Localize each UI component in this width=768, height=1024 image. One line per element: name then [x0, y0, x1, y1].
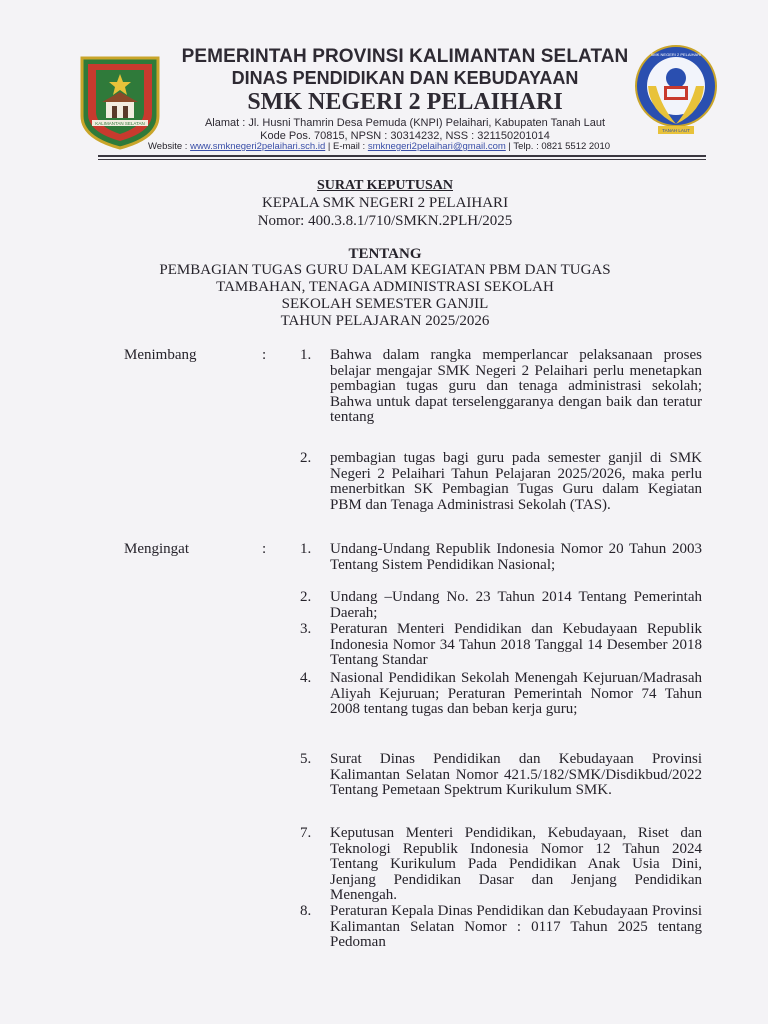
about-heading: TENTANG — [348, 246, 422, 262]
mengingat-item — [300, 622, 702, 669]
item-number: 2. — [300, 450, 312, 466]
about-line: SEKOLAH SEMESTER GANJIL — [281, 296, 489, 312]
item-text: Surat Dinas Pendidikan dan Kebudayaan Provinsi Kalimantan Selatan Nomor 421.5/182/SMK/Disdikbud/2022 Tentang Pemetaan Spektrum Kurikulum SMK. — [330, 751, 702, 798]
decree-number: Nomor: 400.3.8.1/710/SMKN.2PLH/2025 — [257, 213, 513, 229]
item-number: 1. — [300, 541, 312, 557]
provincial-emblem-icon — [78, 54, 162, 150]
about-block — [150, 262, 620, 330]
mengingat-item — [300, 826, 702, 904]
item-text: Nasional Pendidikan Sekolah Menengah Kejuruan/Madrasah Aliyah Kejuruan; Peraturan Pemerintah Nomor 74 Tahun 2008 tentang tugas dan beban kerja guru; — [330, 670, 702, 717]
item-number: 8. — [300, 903, 312, 919]
letterhead-divider-thin — [98, 159, 706, 160]
svg-text:KALIMANTAN SELATAN: KALIMANTAN SELATAN — [95, 121, 145, 126]
item-text: pembagian tugas bagi guru pada semester ganjil di SMK Negeri 2 Pelaihari Tahun Pelajaran 2025/2026, maka perlu menerbitkan SK Pembagian Tugas Guru dalam Kegiatan PBM dan Tenaga Administrasi Sekolah (TAS). — [330, 450, 702, 513]
mengingat-item — [300, 590, 702, 621]
postal-line: Kode Pos. 70815, NPSN : 30314232, NSS : 321150201014 — [260, 130, 550, 142]
email-label: | E-mail : — [325, 141, 368, 152]
menimbang-label: Menimbang — [124, 347, 197, 363]
about-line: PEMBAGIAN TUGAS GURU DALAM KEGIATAN PBM DAN TUGAS — [159, 262, 611, 278]
item-number: 5. — [300, 751, 312, 767]
contact-line — [148, 141, 668, 152]
mengingat-item — [300, 542, 702, 573]
item-number: 3. — [300, 621, 312, 637]
item-text: Peraturan Kepala Dinas Pendidikan dan Kebudayaan Provinsi Kalimantan Selatan Nomor : 0117 Tahun 2025 tentang Pedoman — [330, 903, 702, 950]
item-text: Peraturan Menteri Pendidikan dan Kebudayaan Republik Indonesia Nomor 34 Tahun 2018 Tanggal 14 Desember 2018 Tentang Standar — [330, 621, 702, 668]
mengingat-item — [300, 752, 702, 799]
about-line: TAMBAHAN, TENAGA ADMINISTRASI SEKOLAH — [216, 279, 554, 295]
mengingat-colon: : — [262, 541, 267, 557]
menimbang-item — [300, 451, 702, 513]
item-number: 1. — [300, 347, 312, 363]
email-link[interactable]: smknegeri2pelaihari@gmail.com — [367, 141, 506, 152]
website-label: Website : — [148, 141, 191, 152]
item-text: Bahwa dalam rangka memperlancar pelaksanaan proses belajar mengajar SMK Negeri 2 Pelaihari perlu menetapkan pembagian tugas guru dan tenaga administrasi sekolah; Bahwa untuk dapat terselenggaranya dengan baik dan teratur tentang — [330, 347, 702, 425]
address-line: Alamat : Jl. Husni Thamrin Desa Pemuda (KNPI) Pelaihari, Kabupaten Tanah Laut — [204, 117, 606, 129]
mengingat-label: Mengingat — [124, 541, 189, 557]
phone-text: | Telp. : 0821 5512 2010 — [505, 141, 611, 152]
item-number: 7. — [300, 825, 312, 841]
item-text: Keputusan Menteri Pendidikan, Kebudayaan, Riset dan Teknologi Republik Indonesia Nomor 12 Tahun 2024 Tentang Kurikulum Pada Pendidikan Anak Usia Dini, Jenjang Pendidikan Dasar dan Jenjang Pendidikan Menengah. — [330, 825, 702, 903]
address-block — [160, 117, 650, 143]
letterhead-divider — [98, 155, 706, 157]
website-link[interactable]: www.smknegeri2pelaihari.sch.id — [190, 141, 326, 152]
svg-text:SMK NEGERI 2 PELAIHARI: SMK NEGERI 2 PELAIHARI — [650, 52, 702, 57]
menimbang-item — [300, 348, 702, 426]
decree-heading: SURAT KEPUTUSAN — [316, 178, 453, 193]
item-text: Undang-Undang Republik Indonesia Nomor 20 Tahun 2003 Tentang Sistem Pendidikan Nasional; — [330, 541, 702, 573]
decree-issuer: KEPALA SMK NEGERI 2 PELAIHARI — [261, 195, 509, 211]
mengingat-item — [300, 904, 702, 951]
gov-title: PEMERINTAH PROVINSI KALIMANTAN SELATAN — [181, 46, 629, 67]
menimbang-colon: : — [262, 347, 267, 363]
dept-title: DINAS PENDIDIKAN DAN KEBUDAYAAN — [231, 68, 579, 88]
about-line: TAHUN PELAJARAN 2025/2026 — [280, 313, 490, 329]
svg-text:TANAH LAUT: TANAH LAUT — [662, 128, 690, 133]
mengingat-item — [300, 671, 702, 718]
school-title: SMK NEGERI 2 PELAIHARI — [247, 89, 563, 115]
item-text: Undang –Undang No. 23 Tahun 2014 Tentang Pemerintah Daerah; — [330, 589, 702, 621]
item-number: 4. — [300, 670, 312, 686]
item-number: 2. — [300, 589, 312, 605]
